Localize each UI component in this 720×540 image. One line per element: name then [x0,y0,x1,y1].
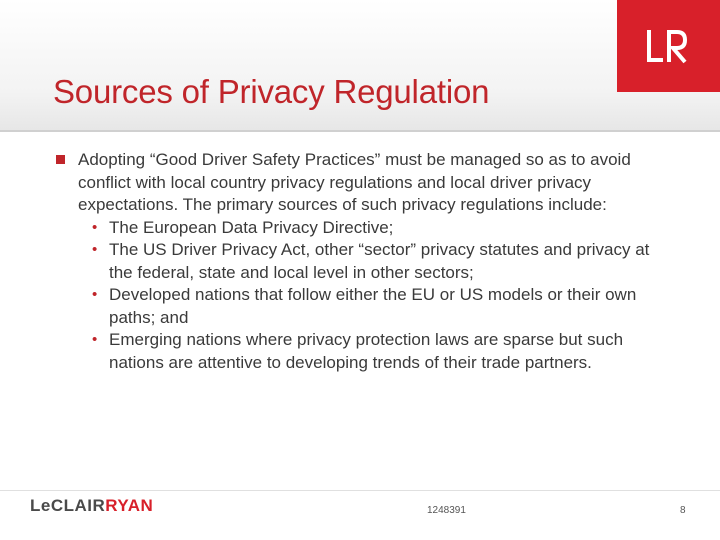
sub-bullet-text: The European Data Privacy Directive; [109,217,394,237]
sub-bullet-text: The US Driver Privacy Act, other “sector” privacy statutes and privacy at the federal, state and local level in other sectors; [109,240,650,282]
header-band [0,0,720,132]
lr-monogram-icon [647,28,687,64]
footer-logo-part2: RYAN [105,496,154,515]
sub-bullet-2 [56,239,666,284]
sub-bullet-text: Emerging nations where privacy protection laws are sparse but such nations are attentive to developing trends of their trade partners. [109,330,624,372]
sub-bullet-text: Developed nations that follow either the EU or US models or their own paths; and [109,285,637,327]
sub-bullet-3 [56,284,666,329]
content-body [56,149,666,374]
brand-logo [617,0,720,92]
footer-divider [0,490,720,491]
footer-logo [30,496,153,516]
dot-bullet-icon: • [92,331,98,348]
slide-title: Sources of Privacy Regulation [53,73,490,110]
main-bullet [56,149,666,217]
dot-bullet-icon: • [92,241,98,258]
sub-bullet-1 [56,217,666,240]
main-bullet-text: Adopting “Good Driver Safety Practices” must be managed so as to avoid conflict with local country privacy regulations and local driver privacy expectations. The primary sources of such privacy regulations include: [78,150,631,214]
red-square-bullet-icon [56,155,65,164]
sub-bullet-4 [56,329,666,374]
document-id: 1248391 [427,505,466,516]
title-divider [0,130,720,132]
footer-logo-part1: LeCLAIR [30,496,106,515]
dot-bullet-icon: • [92,286,98,303]
page-number: 8 [680,505,686,516]
dot-bullet-icon: • [92,218,98,236]
